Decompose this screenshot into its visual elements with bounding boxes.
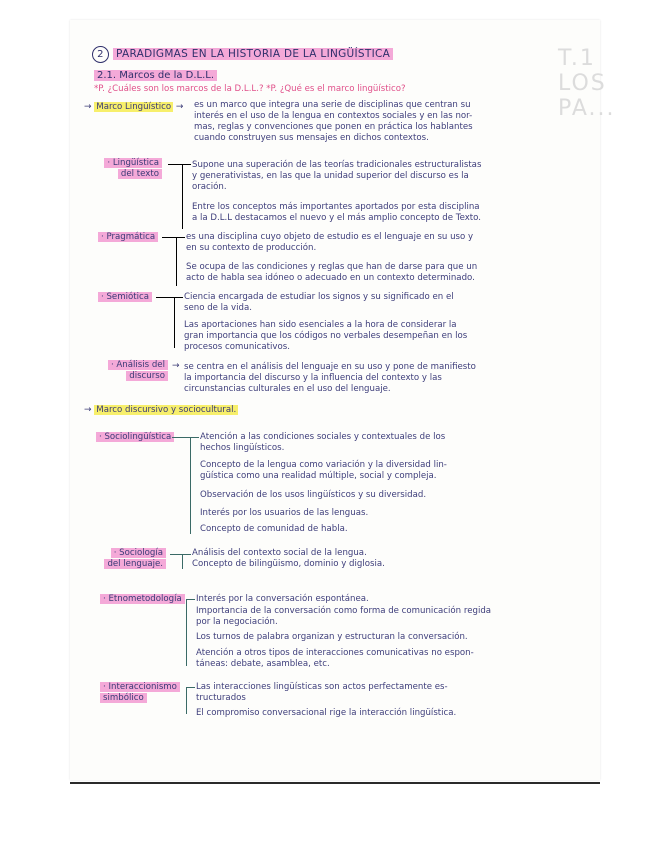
arrow-icon: → bbox=[172, 361, 180, 371]
notebook-page bbox=[70, 20, 616, 780]
connector bbox=[162, 237, 176, 238]
item-label-etnometodologia: · Etnometodología bbox=[100, 594, 185, 605]
item-label-semiotica: · Semiótica bbox=[98, 292, 152, 303]
list-item: Se ocupa de las condiciones y reglas que han de darse para que un acto de habla sea idóneo o adecuado en un contexto determinado. bbox=[186, 262, 478, 283]
marco-linguistico-heading: → Marco Lingüístico → bbox=[84, 102, 184, 112]
study-question: *P. ¿Cuáles son los marcos de la D.L.L.? *P. ¿Qué es el marco lingüístico? bbox=[94, 84, 406, 94]
marco-linguistico-definition: es un marco que integra una serie de disciplinas que centran su interés en el uso de la lengua en contextos sociales y en las nor- mas, reglas y convenciones que ponen en práctica los hablantes cuando construyen sus mensajes en dichos contextos. bbox=[194, 100, 473, 143]
bracket bbox=[186, 687, 195, 714]
bracket bbox=[190, 437, 199, 534]
list-item: se centra en el análisis del lenguaje en su uso y pone de manifiesto la importancia del discurso y la influencia del contexto y las circunstancias culturales en el uso del lenguaje. bbox=[184, 362, 476, 394]
item-label-sociolinguistica: · Sociolingüística bbox=[96, 432, 174, 443]
list-item: Importancia de la conversación como forma de comunicación regida por la negociación. bbox=[196, 606, 492, 627]
bracket bbox=[176, 237, 185, 286]
bracket bbox=[182, 554, 191, 569]
connector bbox=[172, 437, 190, 438]
item-label-interaccionismo: · Interaccionismo simbólico bbox=[100, 682, 184, 704]
connector bbox=[168, 164, 182, 165]
bleed-through-text: T.1 LOS PA... bbox=[558, 46, 616, 121]
section-subtitle: 2.1. Marcos de la D.L.L. bbox=[94, 70, 217, 81]
list-item: Concepto de la lengua como variación y la diversidad lin- güística como una realidad múltiple, social y compleja. bbox=[200, 460, 447, 481]
list-item: Análisis del contexto social de la lengua. Concepto de bilingüismo, dominio y diglosia. bbox=[192, 548, 385, 569]
bracket bbox=[186, 599, 195, 666]
connector bbox=[156, 297, 174, 298]
item-label-sociologia: · Sociología del lenguaje. bbox=[96, 548, 166, 570]
list-item: Supone una superación de las teorías tradicionales estructuralistas y generativistas, en las que la unidad superior del discurso es la oración. bbox=[192, 160, 482, 192]
list-item: Concepto de comunidad de habla. bbox=[200, 524, 348, 534]
item-label-linguistica-texto: · Lingüística del texto bbox=[92, 158, 162, 180]
connector bbox=[170, 554, 182, 555]
bracket bbox=[182, 164, 191, 229]
list-item: Observación de los usos lingüísticos y su diversidad. bbox=[200, 490, 427, 500]
list-item: Atención a otros tipos de interacciones comunicativas no espon- táneas: debate, asamblea, etc. bbox=[196, 648, 474, 669]
page-title bbox=[92, 46, 393, 63]
marco-discursivo-heading: → Marco discursivo y sociocultural. bbox=[84, 405, 237, 415]
list-item: Ciencia encargada de estudiar los signos y su significado en el seno de la vida. bbox=[184, 292, 454, 313]
list-item: El compromiso conversacional rige la interacción lingüística. bbox=[196, 708, 457, 718]
list-item: es una disciplina cuyo objeto de estudio es el lenguaje en su uso y en su contexto de producción. bbox=[186, 232, 474, 253]
list-item: Interés por la conversación espontánea. bbox=[196, 594, 369, 604]
list-item: Las interacciones lingüísticas son actos perfectamente es- tructurados bbox=[196, 682, 448, 703]
item-label-analisis-discurso: · Análisis del discurso bbox=[92, 360, 168, 382]
list-item: Los turnos de palabra organizan y estructuran la conversación. bbox=[196, 632, 468, 642]
list-item: Las aportaciones han sido esenciales a la hora de considerar la gran importancia que los códigos no verbales desempeñan en los procesos comunicativos. bbox=[184, 320, 468, 352]
title-text: PARADIGMAS EN LA HISTORIA DE LA LINGÜÍSTICA bbox=[113, 48, 393, 60]
item-label-pragmatica: · Pragmática bbox=[98, 232, 158, 243]
page-bottom-edge bbox=[70, 782, 600, 784]
list-item: Entre los conceptos más importantes aportados por esta disciplina a la D.L.L destacamos el nuevo y el más amplio concepto de Texto. bbox=[192, 202, 481, 223]
list-item: Interés por los usuarios de las lenguas. bbox=[200, 508, 369, 518]
list-item: Atención a las condiciones sociales y contextuales de los hechos lingüísticos. bbox=[200, 432, 446, 453]
section-number-badge: 2 bbox=[92, 46, 109, 63]
bracket bbox=[174, 297, 183, 348]
